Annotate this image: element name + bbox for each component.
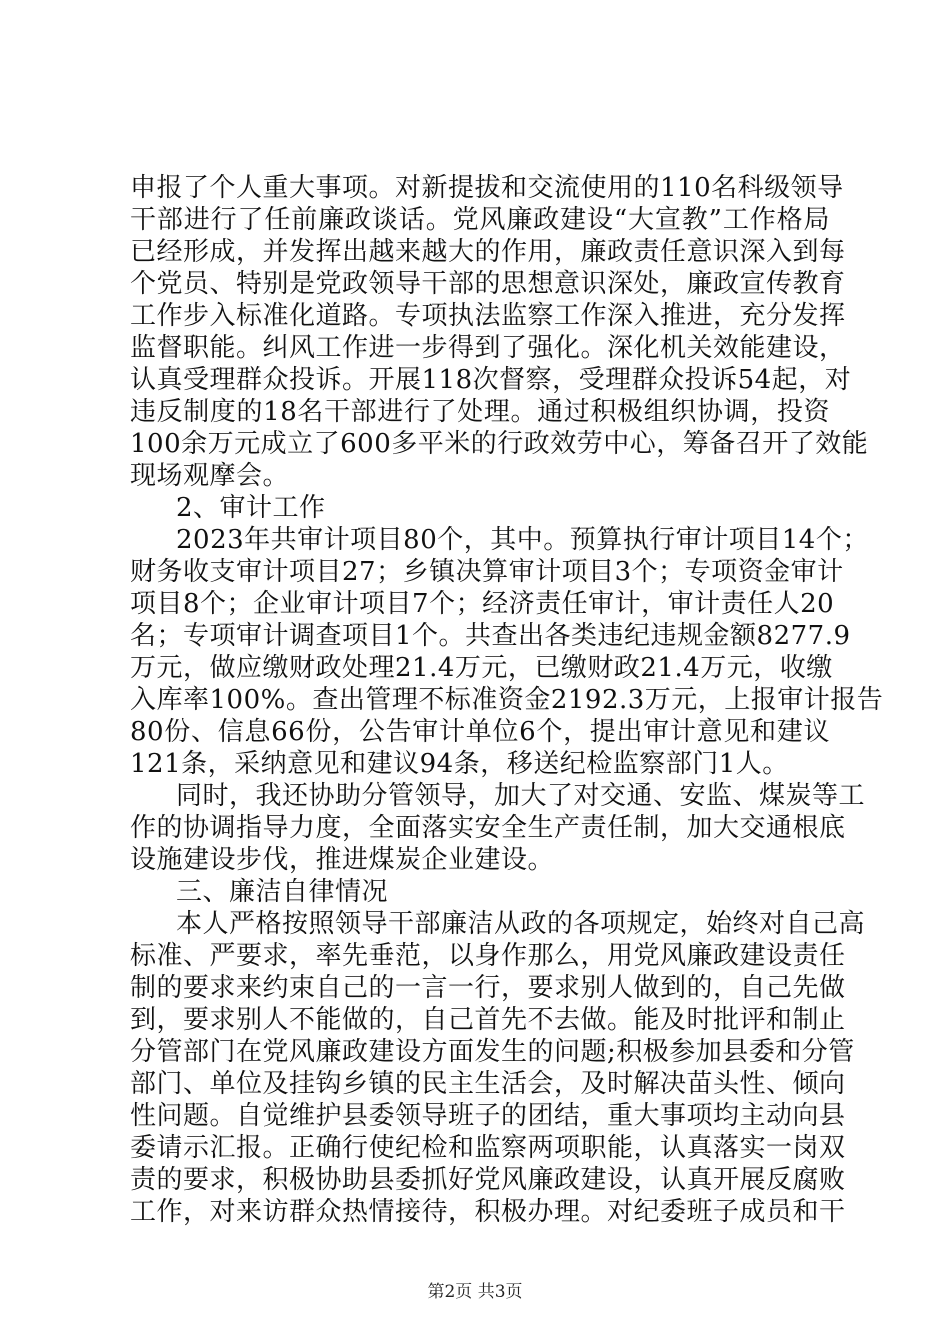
text-line: 已经形成，并发挥出越来越大的作用，廉政责任意识深入到每 xyxy=(130,237,846,267)
text-line: 2023年共审计项目80个，其中。预算执行审计项目14个； xyxy=(176,525,869,555)
text-line: 名；专项审计调查项目1个。共查出各类违纪违规金额8277.9 xyxy=(130,621,851,651)
text-line: 制的要求来约束自己的一言一行，要求别人做到的，自己先做 xyxy=(130,973,846,1003)
text-line: 标准、严要求，率先垂范，以身作那么，用党风廉政建设责任 xyxy=(130,941,846,971)
text-line: 工作，对来访群众热情接待，积极办理。对纪委班子成员和干 xyxy=(130,1197,846,1227)
text-line: 监督职能。纠风工作进一步得到了强化。深化机关效能建设， xyxy=(130,333,846,363)
document-body xyxy=(130,172,884,1228)
text-line: 同时，我还协助分管领导，加大了对交通、安监、煤炭等工 xyxy=(176,781,866,811)
text-line: 认真受理群众投诉。开展118次督察，受理群众投诉54起，对 xyxy=(130,365,852,395)
text-line: 部门、单位及挂钩乡镇的民主生活会，及时解决苗头性、倾向 xyxy=(130,1069,846,1099)
text-line: 100余万元成立了600多平米的行政效劳中心，筹备召开了效能 xyxy=(130,429,869,459)
text-line: 财务收支审计项目27；乡镇决算审计项目3个；专项资金审计 xyxy=(130,557,844,587)
text-line: 项目8个；企业审计项目7个；经济责任审计，审计责任人20 xyxy=(130,589,835,619)
text-line: 责的要求，积极协助县委抓好党风廉政建设，认真开展反腐败 xyxy=(130,1165,846,1195)
text-line: 申报了个人重大事项。对新提拔和交流使用的110名科级领导 xyxy=(130,173,844,203)
text-line: 分管部门在党风廉政建设方面发生的问题;积极参加县委和分管 xyxy=(130,1037,855,1067)
text-line: 作的协调指导力度，全面落实安全生产责任制，加大交通根底 xyxy=(130,813,846,843)
text-line: 个党员、特别是党政领导干部的思想意识深处，廉政宣传教育 xyxy=(130,269,846,299)
page-number-label: 第2页 共3页 xyxy=(427,1282,523,1302)
text-line: 80份、信息66份，公告审计单位6个，提出审计意见和建议 xyxy=(130,717,830,747)
section-heading: 三、廉洁自律情况 xyxy=(176,877,389,907)
text-line: 设施建设步伐，推进煤炭企业建设。 xyxy=(130,845,555,875)
text-line: 性问题。自觉维护县委领导班子的团结，重大事项均主动向县 xyxy=(130,1101,846,1131)
text-line: 干部进行了任前廉政谈话。党风廉政建设“大宣教”工作格局 xyxy=(130,205,830,235)
text-line: 万元，做应缴财政处理21.4万元，已缴财政21.4万元，收缴 xyxy=(130,653,833,683)
text-line: 违反制度的18名干部进行了处理。通过积极组织协调，投资 xyxy=(130,397,830,427)
text-line: 本人严格按照领导干部廉洁从政的各项规定，始终对自己高 xyxy=(176,909,866,939)
text-line: 入库率100%。查出管理不标准资金2192.3万元，上报审计报告 xyxy=(130,685,884,715)
text-line: 到，要求别人不能做的，自己首先不去做。能及时批评和制止 xyxy=(130,1005,846,1035)
text-line: 现场观摩会。 xyxy=(130,461,290,491)
text-line: 工作步入标准化道路。专项执法监察工作深入推进，充分发挥 xyxy=(130,301,846,331)
text-line: 委请示汇报。正确行使纪检和监察两项职能，认真落实一岗双 xyxy=(130,1133,846,1163)
text-line: 121条，采纳意见和建议94条，移送纪检监察部门1人。 xyxy=(130,749,789,779)
page-footer xyxy=(0,1281,950,1303)
section-heading: 2、审计工作 xyxy=(176,493,326,523)
